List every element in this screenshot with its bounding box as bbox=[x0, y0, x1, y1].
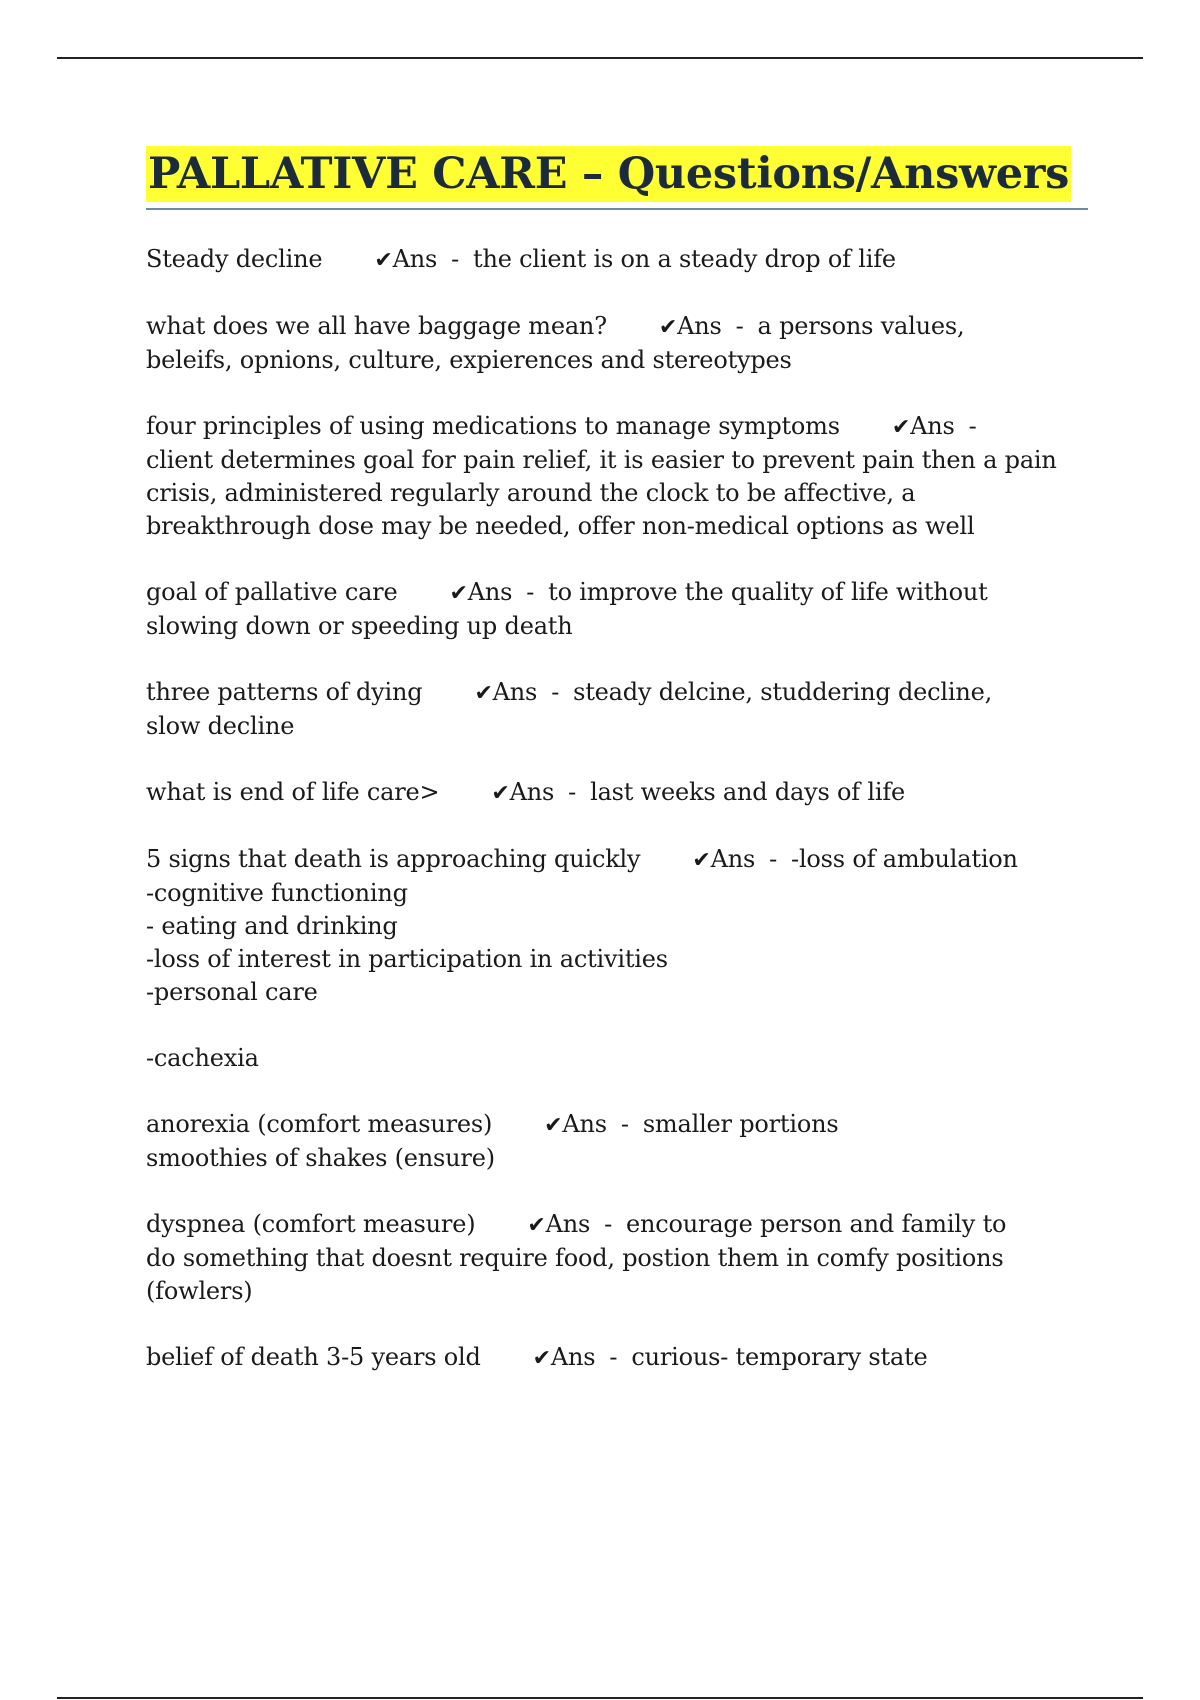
answer-text: a persons values, beleifs, opnions, culture, expierences and stereotypes bbox=[146, 312, 965, 374]
question-text: belief of death 3-5 years old bbox=[146, 1343, 481, 1371]
footer-rule bbox=[57, 1697, 1143, 1699]
checkmark-icon: ✔ bbox=[658, 315, 678, 340]
answer-text: to improve the quality of life without slowing down or speeding up death bbox=[146, 578, 988, 640]
qa-item bbox=[146, 1208, 1096, 1308]
ans-label: ✔Ans - bbox=[692, 845, 778, 873]
checkmark-icon: ✔ bbox=[374, 248, 393, 273]
ans-label: ✔Ans - bbox=[374, 245, 460, 273]
checkmark-icon: ✔ bbox=[474, 681, 493, 706]
checkmark-icon: ✔ bbox=[449, 581, 468, 606]
checkmark-icon: ✔ bbox=[544, 1113, 563, 1138]
qa-item bbox=[146, 243, 1096, 277]
question-text: what is end of life care> bbox=[146, 778, 440, 806]
ans-label: ✔Ans - bbox=[527, 1210, 613, 1238]
qa-item bbox=[146, 576, 1096, 643]
answer-text: steady delcine, studdering decline, slow decline bbox=[146, 678, 993, 740]
qa-item bbox=[146, 843, 1096, 1075]
qa-item bbox=[146, 410, 1096, 543]
checkmark-icon: ✔ bbox=[692, 848, 711, 873]
qa-item bbox=[146, 776, 1096, 810]
question-text: dyspnea (comfort measure) bbox=[146, 1210, 476, 1238]
ans-label: ✔Ans - bbox=[449, 578, 535, 606]
answer-text: -loss of ambulation -cognitive functioning - eating and drinking -loss of interest in participation in activities -personal care -cachexia bbox=[146, 845, 1018, 1072]
answer-text: the client is on a steady drop of life bbox=[473, 245, 896, 273]
question-text: goal of pallative care bbox=[146, 578, 398, 606]
ans-label: ✔Ans - bbox=[474, 678, 560, 706]
question-text: Steady decline bbox=[146, 245, 323, 273]
ans-label: ✔Ans - bbox=[891, 412, 977, 440]
ans-label: ✔Ans - bbox=[544, 1110, 629, 1138]
header-rule bbox=[57, 57, 1143, 59]
ans-label: ✔Ans - bbox=[532, 1343, 618, 1371]
checkmark-icon: ✔ bbox=[527, 1213, 546, 1238]
answer-text: smaller portions smoothies of shakes (ensure) bbox=[146, 1110, 839, 1172]
answer-text: last weeks and days of life bbox=[590, 778, 906, 806]
answer-text: client determines goal for pain relief, it is easier to prevent pain then a pain crisis, administered regularly around the clock to be affective, a breakthrough dose may be needed, offer non-medical options as well bbox=[146, 446, 1057, 540]
title-block bbox=[146, 146, 1088, 210]
question-text: three patterns of dying bbox=[146, 678, 423, 706]
answer-text: encourage person and family to do something that doesnt require food, postion them in comfy positions (fowlers) bbox=[146, 1210, 1007, 1305]
qa-item bbox=[146, 676, 1096, 743]
title-underline bbox=[146, 208, 1088, 210]
question-text: four principles of using medications to manage symptoms bbox=[146, 412, 840, 440]
qa-item bbox=[146, 1108, 1096, 1175]
qa-item bbox=[146, 1341, 1096, 1375]
qa-list bbox=[146, 243, 1096, 1408]
ans-label: ✔Ans - bbox=[658, 312, 744, 340]
answer-text: curious- temporary state bbox=[631, 1343, 928, 1371]
checkmark-icon: ✔ bbox=[891, 415, 911, 440]
question-text: anorexia (comfort measures) bbox=[146, 1110, 493, 1138]
ans-label: ✔Ans - bbox=[491, 778, 577, 806]
question-text: what does we all have baggage mean? bbox=[146, 312, 607, 340]
document-title: PALLATIVE CARE – Questions/Answers bbox=[146, 146, 1071, 202]
qa-item bbox=[146, 310, 1096, 377]
checkmark-icon: ✔ bbox=[491, 781, 510, 806]
checkmark-icon: ✔ bbox=[532, 1346, 551, 1371]
question-text: 5 signs that death is approaching quickly bbox=[146, 845, 641, 873]
